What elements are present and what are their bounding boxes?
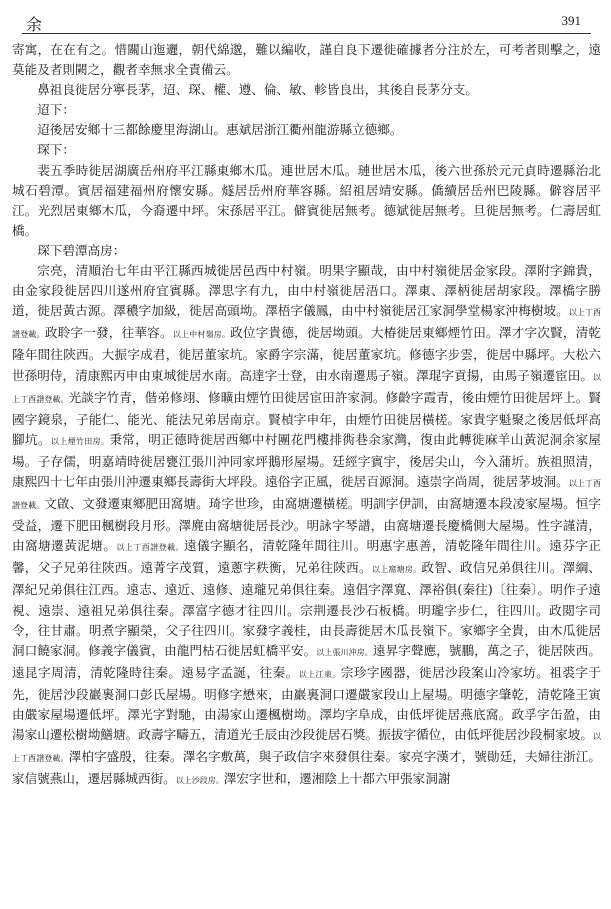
source-note: 以上丁酉譜登載。 [116,543,184,553]
text-segment: 秉常，明正德時徙居西鄉中村團花門樓排衖巷余家灣，復由此轉徙麻羊山黃泥洞余家屋場。子存儒，明嘉靖時徙居甕江張川沖同家坪鵝形屋場。廷經字賓宇，後居尖山，今入蒲圻。族祖照清，康熙四十七年由張川沖遷東鄉長壽街大坪段。遠俗字正風，徙居百源洞。遠崇字尚周，徙居茅坡洞。 [12,431,602,489]
paragraph [12,261,601,791]
paragraph [12,120,601,140]
source-note: 以上煙竹田房。 [50,436,110,446]
paragraph [12,80,601,100]
text-segment: 裴五季時徙居湖廣岳州府平江縣東鄉木瓜。連世居木瓜。璉世居木瓜，後六世孫於元元貞時遷縣治北城石碧潭。賓居福建福州府懷安縣。燧居岳州府華容縣。紹祖居靖安縣。僑續居岳州巴陵縣。僻容居平江。光烈居東鄉木瓜，今裔遷中坪。宋孫居平江。僻賓徙居無考。德斌徙居無考。旦徙居無考。仁壽居虹橋。 [12,162,601,238]
text-segment: 宗亮，清順治七年由平江縣西城徙居邑西中村嶺。明果字顯哉，由中村嶺徙居金家段。澤附字錦貴，由金家段徙居四川遂州府宜賓縣。澤思字有九，由中村嶺徙居浯口。澤東、澤柄徙居胡家段。澤橋字勝道，徙居黃古源。澤穠字加級，徙居高頭坳。澤梧字儀鳳，由中村嶺徙居江家洞學堂楊家沖梅樹坡。 [12,263,601,319]
text-segment: 文啟、文發遷東鄉肥田窩塘。琦字世珍，由窩塘遷橫槎。明訓字伊訓，由窩塘遷本段凌家屋場。恒字受益，遷下肥田楓樹段月形。澤麂由窩塘徙居長沙。明詠字琴譜，由窩塘遷長慶橋側大屋場。性字謹清，由窩塘遷黃泥塘。 [12,496,602,554]
text-segment: 政位字貴德，徙居坳頭。大椿徙居東鄉煙竹田。澤才字次賢，清乾隆年間往陝西。大振字成君，徙居董家坑。家爵字宗滿，徙居董家坑。修德字步雲，徙居中縣坪。大松六世孫明侍，清康熙丙申由東城徙居水南。高達字士登，由水南遷馬子嶺。澤琨字貢揚，由馬子嶺遷宦田。 [12,325,602,383]
page-header [12,0,601,34]
paragraph [12,241,601,261]
page-number: 391 [561,13,581,28]
text-segment: 遠儀字顯名，清乾隆年間往川。明惠字惠善，清乾隆年間往川。遠芬字正馨，父子兄弟往陝西。遠菁字茂質，遠蔥字秩衡，兄弟往陝西。 [12,538,602,576]
source-note: 以上丁酉譜登載。 [12,732,601,764]
header-title: 余 [26,15,43,34]
text-segment: 迢後居安鄉十三都餘慶里海湖山。惠斌居浙江衢州龍游縣立德鄉。 [37,122,403,138]
paragraph [12,140,601,160]
source-note: 以上張川沖房。 [316,647,373,657]
header-rule [22,33,591,34]
text-segment: 遠昇字聲應，號鵬，萬之子，徙居陝西。遠昆字周清，清乾隆時往秦。遠易字孟誕，往秦。 [12,642,602,680]
text-segment: 寄寓，在在有之。惜關山迤邐，朝代綿邈，難以編收，謹自良下遷徙確據者分注於左，可考者則擊之，遠莫能及者則闕之，觀者幸無求全責備云。 [12,42,601,78]
paragraph [12,100,601,120]
text-segment: 迢下： [37,102,75,118]
text-segment: 光談字竹青，偕弟修翊、修曠由煙竹田徙居宦田許家洞。修齡字霞青，後由煙竹田徙居坪上。賢國字鏡泉，子能仁、能光、能法兄弟居南京。賢楨字申年，由煙竹田徙居橫槎。家貴字魁聚之後居低坪高腳坑。 [12,389,602,447]
source-note: 以上窩塘房。 [371,565,422,575]
text-segment: 政聆字一發，往華容。 [44,325,173,341]
text-segment: 鼻祖良徙居分寧長茅，迢、琛、權、遵、倫、敏、軫皆良出，其後自長茅分支。 [37,82,478,98]
paragraph [12,161,601,241]
source-note: 以上沙段房。 [175,776,224,786]
paragraph [12,40,601,80]
page-body [12,40,601,791]
text-segment: 澤柏字盛殷，往秦。澤名字敷萬，與子政信字來發俱往秦。家亮字漢才，號勛廷，夫婦往浙江。家信號燕山，遷居縣城西街。 [12,749,602,787]
source-note: 以上丁酉譜登載。 [12,478,602,511]
source-note: 以上中村嶺房。 [172,330,231,340]
text-segment: 宗珍字國器，徙居沙段案山冷家坊。祖裘字于先，徙居沙段巖裹洞口彭氏屋場。明修字懋來，由巖裏洞口遷嚴家段山上屋場。明德字肇乾，清乾隆王寅由嚴家屋場遷低坪。澤光字對馳，由湯家山遷楓樹坳。澤均字阜成，由低坪徙居燕底窩。政孚字缶盈，由湯家山遷松樹坳鱔塘。政壽字疇五，清道光壬辰由沙段徙居石獎。振拔字循位，由低坪徙居沙段桐家坡。 [12,664,602,743]
source-note: 以上丁酉譜登載。 [12,372,601,404]
text-segment: 政智、政信兄弟俱往川。澤綱、澤紀兄弟俱往江西。遠志、遠近、遠修、遠瓏兄弟俱往秦。遠倡字澤寬、澤裕俱(秦往)〔往秦〕。明作子遠視、遠崇、遠祖兄弟俱往秦。澤富字德才往四川。宗荆遷長沙石板橋。明瓏字步仁，往四川。政閲字司令，往甘肅。明煮字顯榮，父子往四川。家發字義桂，由長壽徙居木瓜長嶺下。家鄉字全貴，由木瓜徙居洞口饒家洞。修義字儀賓，由龍門枯石徙居虹橋平安。 [12,560,602,658]
text-segment: 澤宏字世和，遷湘陰上十都六甲張家洞謝 [223,771,451,787]
text-segment: 琛下： [37,142,75,158]
source-note: 以上江東。 [298,669,341,679]
source-note: 以上丁酉譜登載。 [12,308,602,340]
text-segment: 琛下碧潭高房： [37,242,126,258]
